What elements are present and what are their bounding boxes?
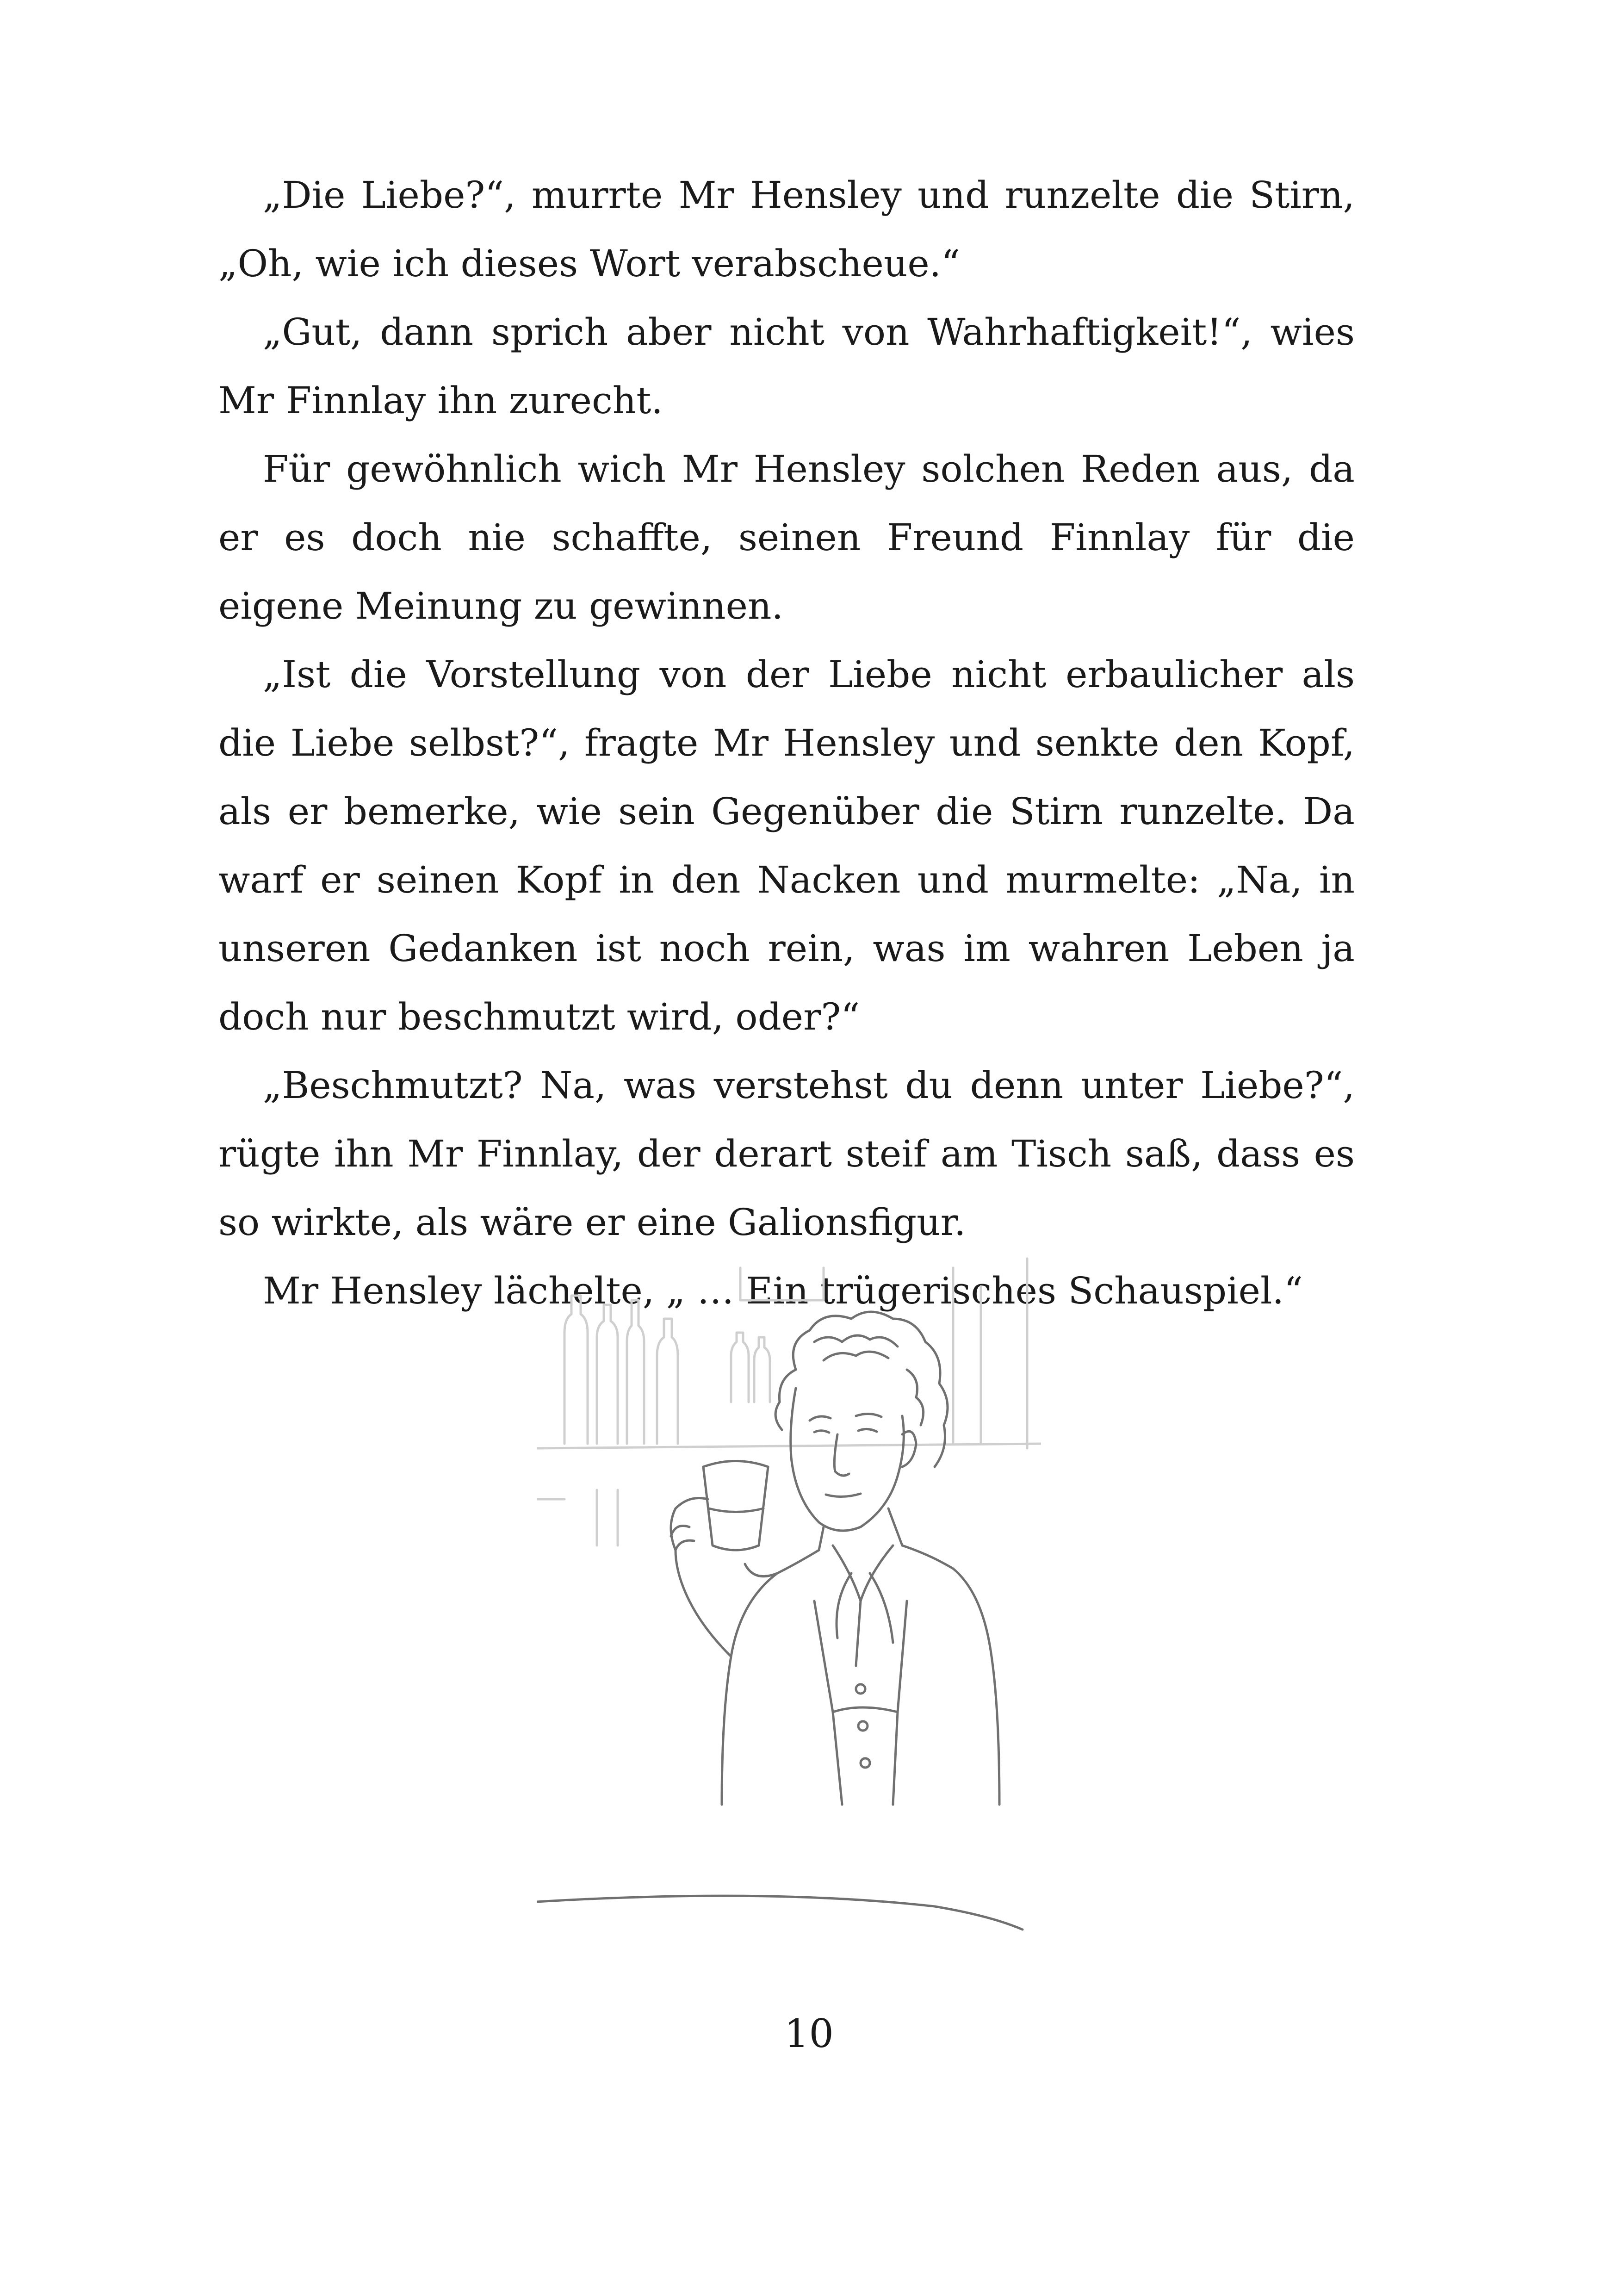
background-bottles — [537, 1259, 1041, 1545]
paragraph: „Die Liebe?“, murrte Mr Hensley und runzelte die Stirn, „Oh, wie ich dieses Wort verabscheue.“ — [218, 174, 1355, 285]
figure-lines — [537, 1312, 1023, 1930]
page-number: 10 — [784, 2011, 834, 2056]
paragraph: Mr Hensley lächelte, „ … Ein trügerisches Schauspiel.“ — [263, 1269, 1303, 1312]
paragraph: „Gut, dann sprich aber nicht von Wahrhaftigkeit!“, wies Mr Finnlay ihn zurecht. — [218, 310, 1355, 422]
paragraph: „Beschmutzt? Na, was verstehst du denn unter Liebe?“, rügte ihn Mr Finnlay, der derart steif am Tisch saß, dass es so wirkte, als wäre er eine Galionsfigur. — [218, 1064, 1355, 1244]
body-text — [218, 161, 1355, 1325]
paragraph: „Ist die Vorstellung von der Liebe nicht erbaulicher als die Liebe selbst?“, fragte Mr Hensley und senkte den Kopf, als er bemerke, wie sein Gegenüber die Stirn runzelte. Da warf er seinen Kopf in den Nacken und murmelte: „Na, in unseren Gedanken ist noch rein, was im wahren Leben ja doch nur beschmutzt wird, oder?“ — [218, 653, 1355, 1038]
illustration-sketch — [537, 1249, 1041, 1953]
paragraph: Für gewöhnlich wich Mr Hensley solchen Reden aus, da er es doch nie schaffte, seinen Freund Finnlay für die eigene Meinung zu gewinnen. — [218, 447, 1355, 627]
